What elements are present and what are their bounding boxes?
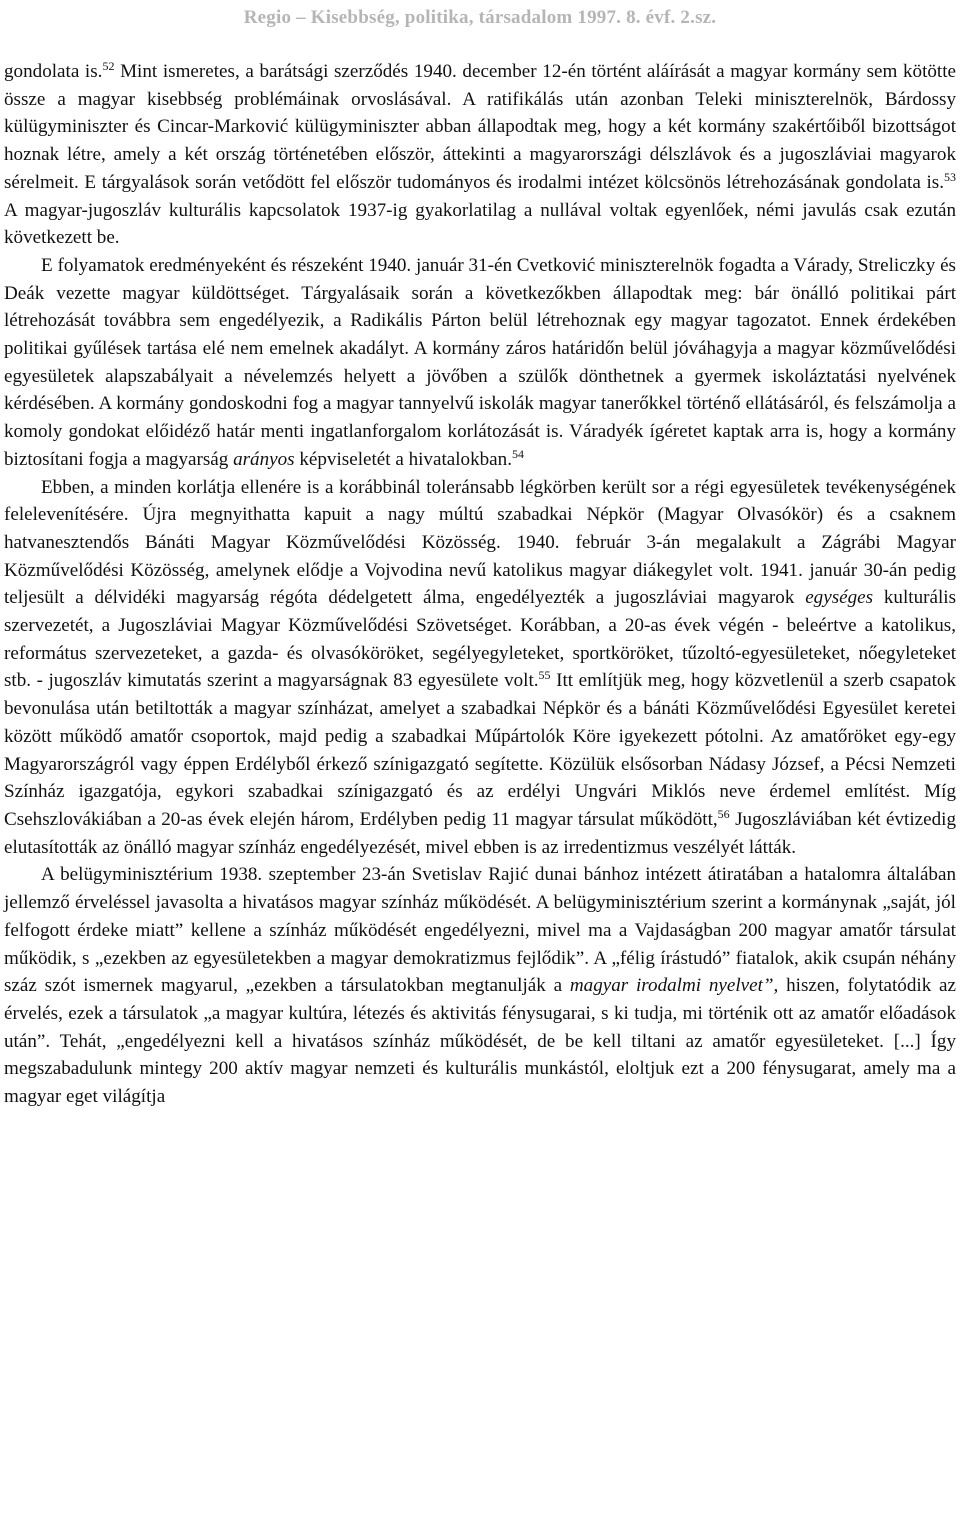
footnote-ref-56[interactable]: 56 bbox=[717, 806, 730, 821]
text-run: gondolata is. bbox=[4, 61, 103, 82]
text-run: hiszen, folytatódik az érvelés, ezek a társulatok „a magyar kultúra, létezés és aktivitás fénysugarai, s ki tudja, mi történik ott az amatőr előadások után”. Tehát, „engedélyezni kell a hivatásos színház működését, de be kell tiltani az amatőr egyesületeket. [...] Így megszabadulunk mintegy 200 aktív magyar nemzeti és kulturális munkástól, eloltjuk ezt a 200 fénysugarat, amely ma a magyar eget világítja bbox=[4, 975, 956, 1108]
text-run: Itt említjük meg, hogy közvetlenül a szerb csapatok bevonulása után betiltották a magyar színházat, amelyet a szabadkai Népkör és a bánáti Közművelődési Egyesület keretei között működő amatőr csoportok, majd pedig a szabadkai Műpártolók Köre igyekezett pótolni. Az amatőröket egy-egy Magyarországról vagy éppen Erdélyből érkező színigazgató segítette. Közülük elsősorban Nádasy József, a Pécsi Nemzeti Színház igazgatója, egykori szabadkai színigazgató és az erdélyi Ungvári Miklós neve érdemel említést. Míg Csehszlovákiában a 20-as évek elején három, Erdélyben pedig 11 magyar társulat működött, bbox=[4, 670, 956, 830]
emphasis: egységes bbox=[805, 587, 874, 609]
text-run: kulturális szervezetét, a Jugoszláviai Magyar Közművelődési Szövetséget. Korábban, a 20-as évek végén - beleértve a katolikus, református szervezeteket, a gazda- és olvasóköröket, segélyegyleteket, sportköröket, tűzoltó-egyesületeket, nőegyleteket stb. - jugoszláv kimutatás szerint a magyarságnak 83 egyesülete volt. bbox=[4, 587, 956, 692]
emphasis: arányos bbox=[233, 448, 295, 470]
footnote-ref-53[interactable]: 53 bbox=[944, 169, 956, 184]
paragraph-3 bbox=[4, 474, 956, 862]
text-run: Mint ismeretes, a barátsági szerződés 1940. december 12-én történt aláírását a magyar kormány sem kötötte össze a magyar kisebbség problémáinak orvoslásával. A ratifikálás után azonban Teleki miniszterelnök, Bárdossy külügyminiszter és Cincar-Marković külügyminiszter abban állapodtak meg, hogy a két kormány szakértőiből bizottságot hoznak létre, amely a két ország történetében először, áttekinti a magyarországi délszlávok és a jugoszláviai magyarok sérelmeit. E tárgyalások során vetődött fel először tudományos és irodalmi intézet kölcsönös létrehozásának gondolata is. bbox=[4, 61, 956, 193]
text-run: képviseletét a hivatalokban. bbox=[294, 448, 512, 470]
text-run: A belügyminisztérium 1938. szeptember 23-án Svetislav Rajić dunai bánhoz intézett átiratában a hatalomra általában jellemző érveléssel javasolta a hivatásos magyar színház működését. A belügyminisztérium szerint a kormánynak „saját, jól felfogott érdeke miatt” kellene a színház működését engedélyezni, mivel ma a Vajdaságban 200 magyar amatőr társulat működik, s „ezekben az egyesületekben a magyar demokratizmus fejlődik”. A „félig írástudó” fiatalok, akik csupán néhány száz szót ismernek magyarul, „ezekben a társulatokban megtanulják a bbox=[4, 864, 956, 997]
paragraph-1 bbox=[4, 58, 956, 252]
text-run: A magyar-jugoszláv kulturális kapcsolatok 1937-ig gyakorlatilag a nullával voltak egyenlőek, némi javulás csak ezután következett be. bbox=[4, 199, 956, 249]
footnote-ref-55[interactable]: 55 bbox=[538, 668, 551, 683]
footnote-ref-52[interactable]: 52 bbox=[102, 59, 115, 73]
text-run: E folyamatok eredményeként és részeként 1940. január 31-én Cvetković miniszterelnök fogadta a Várady, Streliczky és Deák vezette magyar küldöttséget. Tárgyalásaik során a következőkben állapodtak meg: bár önálló politikai párt létrehozását továbbra sem engedélyezik, a Radikális Párton belül létrehoznak egy magyar tagozatot. Ennek érdekében politikai gyűlések tartása elé nem emelnek akadályt. A kormány záros határidőn belül jóváhagyja a magyar közművelődési egyesületek alapszabályait a névelemzés helyett a jövőben a szülők dönthetnek a gyermek iskoláztatási nyelvének kérdésében. A kormány gondoskodni fog a magyar tannyelvű iskolák magyar tanerőkkel történő ellátásáról, és felszámolja a komoly gondokat előidéző határ menti ingatlanforgalom korlátozását is. Váradyék ígéretet kaptak arra is, hogy a kormány biztosítani fogja a magyarság bbox=[4, 254, 956, 470]
article-body bbox=[4, 58, 956, 1111]
text-run: Jugoszláviában két évtizedig elutasították az önálló magyar színház engedélyezését, mivel ebben is az irredentizmus veszélyét látták. bbox=[4, 808, 956, 858]
paragraph-4 bbox=[4, 861, 956, 1110]
running-header: Regio – Kisebbség, politika, társadalom 1997. 8. évf. 2.sz. bbox=[243, 7, 717, 28]
text-run: Ebben, a minden korlátja ellenére is a korábbinál toleránsabb légkörben került sor a régi egyesületek tevékenységének felelevenítésére. Újra megnyithatta kapuit a nagy múltú szabadkai Népkör (Magyar Olvasókör) és a csaknem hatvanesztendős Bánáti Magyar Közművelődési Közösség. 1940. február 3-án megalakult a Zágrábi Magyar Közművelődési Közösség, amelynek elődje a Vojvodina nevű katolikus magyar diákegylet volt. 1941. január 30-án pedig teljesült a délvidéki magyarság régóta dédelgetett álma, engedélyezték a jugoszláviai magyarok bbox=[4, 476, 956, 609]
footnote-ref-54[interactable]: 54 bbox=[511, 446, 524, 461]
emphasis: magyar irodalmi nyelvet”, bbox=[569, 975, 779, 997]
paragraph-2 bbox=[4, 252, 956, 474]
